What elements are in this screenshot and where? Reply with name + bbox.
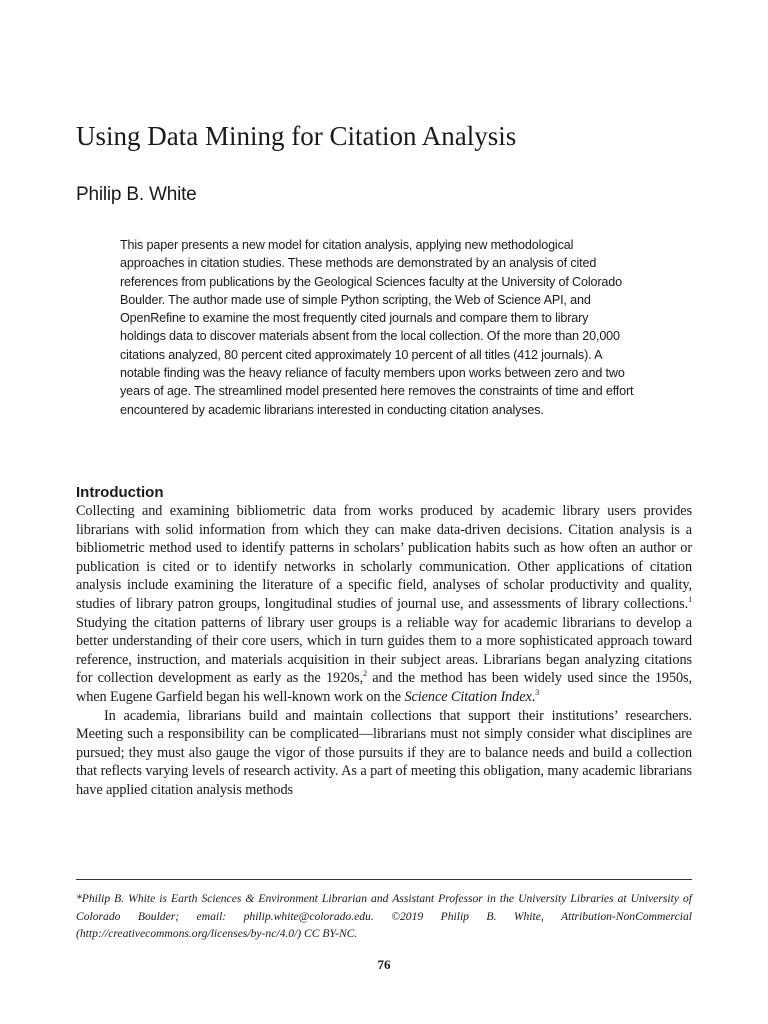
paragraph-text: Collecting and examining bibliometric data from works produced by academic library users provides librarians with solid information from which they can make data-driven decisions. Citation analysis is a bibliometric method used to identify patterns in scholars’ publication habits such as how often an author or publication is cited or to identify networks in scholarly communication. Other applications of citation analysis include examining the literature of a specific field, analyses of scholar productivity and quality, studies of library patron groups, longitudinal studies of journal use, and assessments of library collections.	[76, 503, 692, 612]
footnote-ref-1: 1	[688, 595, 692, 605]
page-number: 76	[377, 957, 391, 972]
introduction-paragraph-2: In academia, librarians build and maintain collections that support their institutions’ researchers. Meeting such a responsibility can be complicated—librarians must not simply consider what disciplines are pursued; they must also gauge the vigor of those pursuits if they are to balance needs and build a collection that reflects varying levels of research activity. As a part of meeting this obligation, many academic librarians have applied citation analysis methods	[76, 707, 692, 798]
introduction-paragraph-1	[76, 502, 692, 707]
abstract: This paper presents a new model for citation analysis, applying new methodological approaches in citation studies. These methods are demonstrated by an analysis of cited references from publications by the Geological Sciences faculty at the University of Colorado Boulder. The author made use of simple Python scripting, the Web of Science API, and OpenRefine to examine the most frequently cited journals and compare them to library holdings data to discover materials absent from the local collection. Of the more than 20,000 citations analyzed, 80 percent cited approximately 10 percent of all titles (412 journals). A notable finding was the heavy reliance of faculty members upon works between zero and two years of age. The streamlined model presented here removes the constraints of time and effort encountered by academic librarians interested in conducting citation analyses.	[120, 238, 634, 417]
paper-title: Using Data Mining for Citation Analysis	[76, 121, 517, 151]
author-footnote: *Philip B. White is Earth Sciences & Environment Librarian and Assistant Professor in the University Libraries at University of Colorado Boulder; email: philip.white@colorado.edu. ©2019 Philip B. White, Attribution-NonCommercial (http://creativecommons.org/licenses/by-nc/4.0/) CC BY-NC.	[76, 892, 692, 940]
introduction-body	[76, 502, 692, 800]
footnote-ref-2: 2	[363, 669, 367, 679]
paragraph-text: and the method has been widely used since the 1950s, when Eugene Garfield began his well-known work on the	[76, 670, 692, 705]
footnote-ref-3: 3	[535, 688, 540, 698]
footnote-divider	[76, 879, 692, 880]
section-heading-introduction: Introduction	[76, 484, 164, 501]
paragraph-text: .	[531, 688, 536, 705]
author-name: Philip B. White	[76, 184, 197, 205]
italic-title: Science Citation Index	[404, 688, 532, 705]
paragraph-text: Studying the citation patterns of library user groups is a reliable way for academic librarians to develop a better understanding of their core users, which in turn guides them to a more sophisticated approach toward reference, instruction, and materials acquisition in their subject areas. Librarians began analyzing citations for collection development as early as the 1920s,	[76, 614, 692, 687]
